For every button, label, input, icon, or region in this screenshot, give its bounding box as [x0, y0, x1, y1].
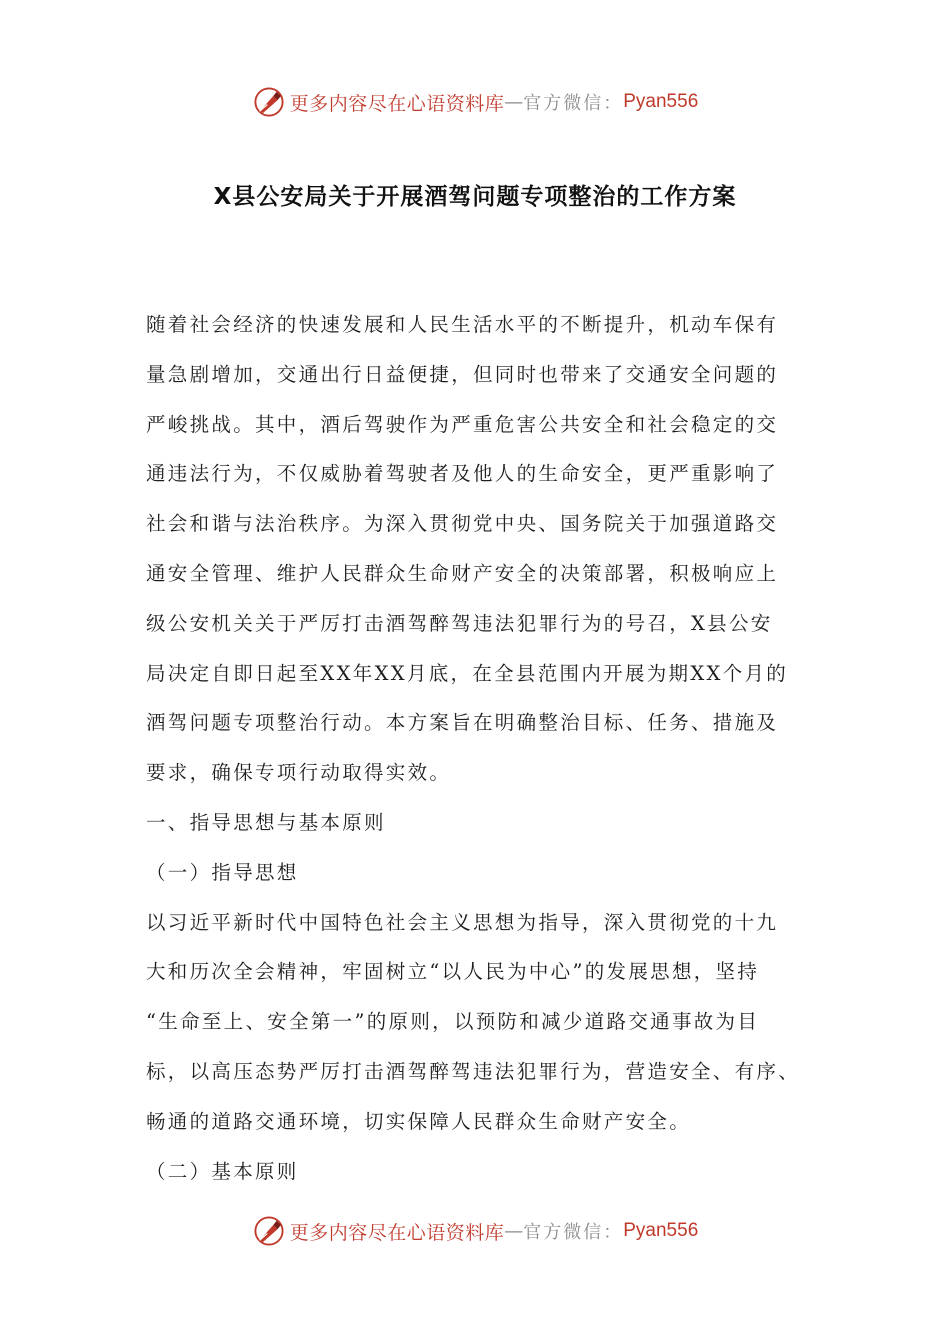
- section-heading: 一、指导思想与基本原则: [146, 810, 386, 834]
- pen-nib-logo-icon: [252, 1214, 286, 1248]
- text-line: 严峻挑战。其中，酒后驾驶作为严重危害公共安全和社会稳定的交: [146, 412, 779, 436]
- text-line: “生命至上、安全第一”的原则，以预防和减少道路交通事故为目: [146, 1010, 760, 1034]
- text-line: 量急剧增加，交通出行日益便捷，但同时也带来了交通安全问题的: [146, 362, 779, 386]
- text-line: 酒驾问题专项整治行动。本方案旨在明确整治目标、任务、措施及: [146, 711, 779, 735]
- banner-contact-label: 官方微信：: [523, 1222, 624, 1243]
- text-line: 通违法行为，不仅威胁着驾驶者及他人的生命安全，更严重影响了: [146, 462, 779, 486]
- banner-text: 更多内容尽在心语资料库: [289, 1221, 505, 1244]
- header-watermark-banner: [0, 80, 950, 124]
- text-line: 通安全管理、维护人民群众生命财产安全的决策部署，积极响应上: [146, 561, 779, 585]
- text-line: 级公安机关关于严厉打击酒驾醉驾违法犯罪行为的号召，X县公安: [146, 611, 773, 635]
- text-line: 局决定自即日起至XX年XX月底，在全县范围内开展为期XX个月的: [146, 661, 789, 685]
- banner-dash: —: [504, 1220, 524, 1242]
- banner-contact-label: 官方微信：: [523, 93, 624, 114]
- banner-contact-id: Pyan556: [623, 91, 699, 112]
- subsection-heading: （一）指导思想: [146, 860, 299, 884]
- text-line: 以习近平新时代中国特色社会主义思想为指导，深入贯彻党的十九: [146, 910, 779, 934]
- text-line: 畅通的道路交通环境，切实保障人民群众生命财产安全。: [146, 1109, 692, 1133]
- banner-text: 更多内容尽在心语资料库: [289, 92, 505, 115]
- document-body: [146, 300, 836, 1196]
- footer-watermark-banner: [0, 1209, 950, 1253]
- pen-nib-logo-icon: [252, 85, 286, 119]
- text-line: 社会和谐与法治秩序。为深入贯彻党中央、国务院关于加强道路交: [146, 512, 779, 536]
- text-line: 标，以高压态势严厉打击酒驾醉驾违法犯罪行为，营造安全、有序、: [146, 1059, 801, 1083]
- text-line: 随着社会经济的快速发展和人民生活水平的不断提升，机动车保有: [146, 313, 779, 336]
- banner-dash: —: [504, 91, 524, 113]
- document-title: X县公安局关于开展酒驾问题专项整治的工作方案: [213, 184, 737, 210]
- subsection-heading: （二）基本原则: [146, 1159, 299, 1183]
- text-line: 大和历次全会精神，牢固树立“以人民为中心”的发展思想，坚持: [146, 960, 760, 984]
- text-line: 要求，确保专项行动取得实效。: [146, 761, 452, 785]
- banner-contact-id: Pyan556: [623, 1220, 699, 1241]
